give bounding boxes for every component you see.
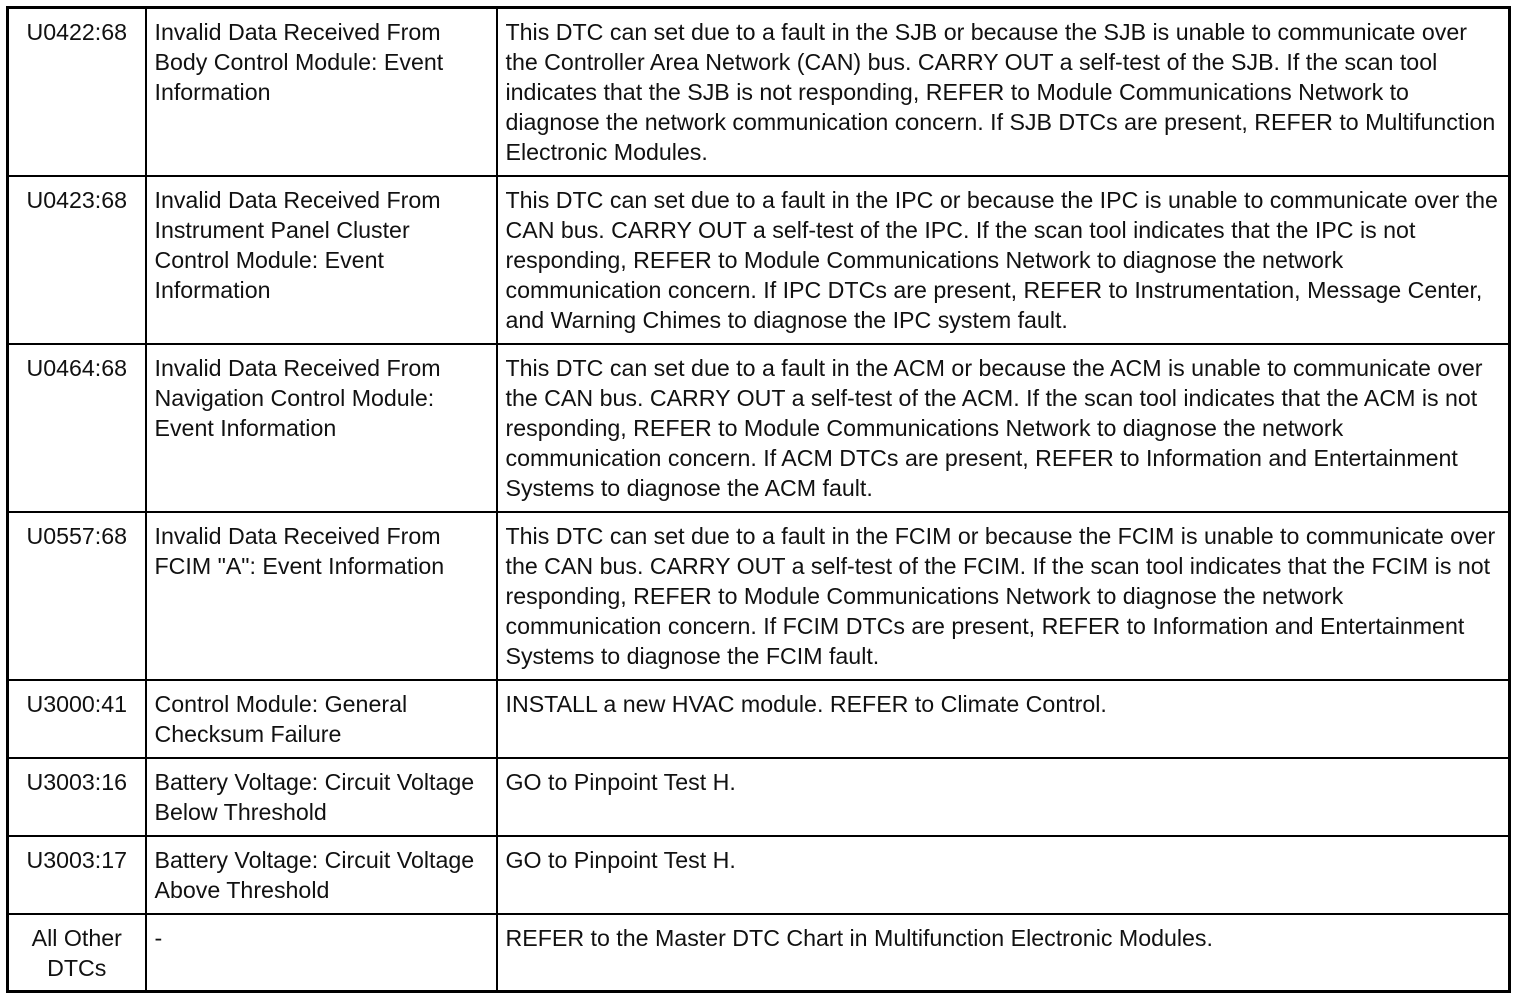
dtc-description-cell: Invalid Data Received From Navigation Control Module: Event Information bbox=[146, 344, 497, 512]
dtc-code-cell: U0423:68 bbox=[8, 176, 146, 344]
table-row bbox=[8, 512, 1510, 680]
table-row bbox=[8, 176, 1510, 344]
dtc-code-cell: U3003:16 bbox=[8, 758, 146, 836]
dtc-description-cell: Invalid Data Received From Body Control Module: Event Information bbox=[146, 8, 497, 176]
dtc-code-cell: U0464:68 bbox=[8, 344, 146, 512]
table-row bbox=[8, 914, 1510, 992]
dtc-action-cell: This DTC can set due to a fault in the ACM or because the ACM is unable to communicate over the CAN bus. CARRY OUT a self-test of the ACM. If the scan tool indicates that the ACM is not responding, REFER to Module Communications Network to diagnose the network communication concern. If ACM DTCs are present, REFER to Information and Entertainment Systems to diagnose the ACM fault. bbox=[497, 344, 1510, 512]
dtc-action-cell: This DTC can set due to a fault in the FCIM or because the FCIM is unable to communicate over the CAN bus. CARRY OUT a self-test of the FCIM. If the scan tool indicates that the FCIM is not responding, REFER to Module Communications Network to diagnose the network communication concern. If FCIM DTCs are present, REFER to Information and Entertainment Systems to diagnose the FCIM fault. bbox=[497, 512, 1510, 680]
dtc-code-cell: U0557:68 bbox=[8, 512, 146, 680]
table-row bbox=[8, 836, 1510, 914]
dtc-description-cell: Invalid Data Received From Instrument Panel Cluster Control Module: Event Information bbox=[146, 176, 497, 344]
dtc-action-cell: This DTC can set due to a fault in the IPC or because the IPC is unable to communicate over the CAN bus. CARRY OUT a self-test of the IPC. If the scan tool indicates that the IPC is not responding, REFER to Module Communications Network to diagnose the network communication concern. If IPC DTCs are present, REFER to Instrumentation, Message Center, and Warning Chimes to diagnose the IPC system fault. bbox=[497, 176, 1510, 344]
dtc-code-cell: U0422:68 bbox=[8, 8, 146, 176]
dtc-action-cell: INSTALL a new HVAC module. REFER to Climate Control. bbox=[497, 680, 1510, 758]
dtc-action-cell: GO to Pinpoint Test H. bbox=[497, 758, 1510, 836]
dtc-description-cell: Control Module: General Checksum Failure bbox=[146, 680, 497, 758]
table-row bbox=[8, 680, 1510, 758]
dtc-code-cell: U3000:41 bbox=[8, 680, 146, 758]
table-row bbox=[8, 344, 1510, 512]
table-row bbox=[8, 8, 1510, 176]
dtc-code-cell: U3003:17 bbox=[8, 836, 146, 914]
dtc-code-cell: All Other DTCs bbox=[8, 914, 146, 992]
dtc-description-cell: Battery Voltage: Circuit Voltage Above Threshold bbox=[146, 836, 497, 914]
dtc-action-cell: This DTC can set due to a fault in the SJB or because the SJB is unable to communicate over the Controller Area Network (CAN) bus. CARRY OUT a self-test of the SJB. If the scan tool indicates that the SJB is not responding, REFER to Module Communications Network to diagnose the network communication concern. If SJB DTCs are present, REFER to Multifunction Electronic Modules. bbox=[497, 8, 1510, 176]
dtc-description-cell: Battery Voltage: Circuit Voltage Below Threshold bbox=[146, 758, 497, 836]
dtc-description-cell: Invalid Data Received From FCIM "A": Event Information bbox=[146, 512, 497, 680]
dtc-table bbox=[6, 6, 1511, 993]
dtc-action-cell: REFER to the Master DTC Chart in Multifunction Electronic Modules. bbox=[497, 914, 1510, 992]
dtc-action-cell: GO to Pinpoint Test H. bbox=[497, 836, 1510, 914]
dtc-description-cell: - bbox=[146, 914, 497, 992]
table-row bbox=[8, 758, 1510, 836]
